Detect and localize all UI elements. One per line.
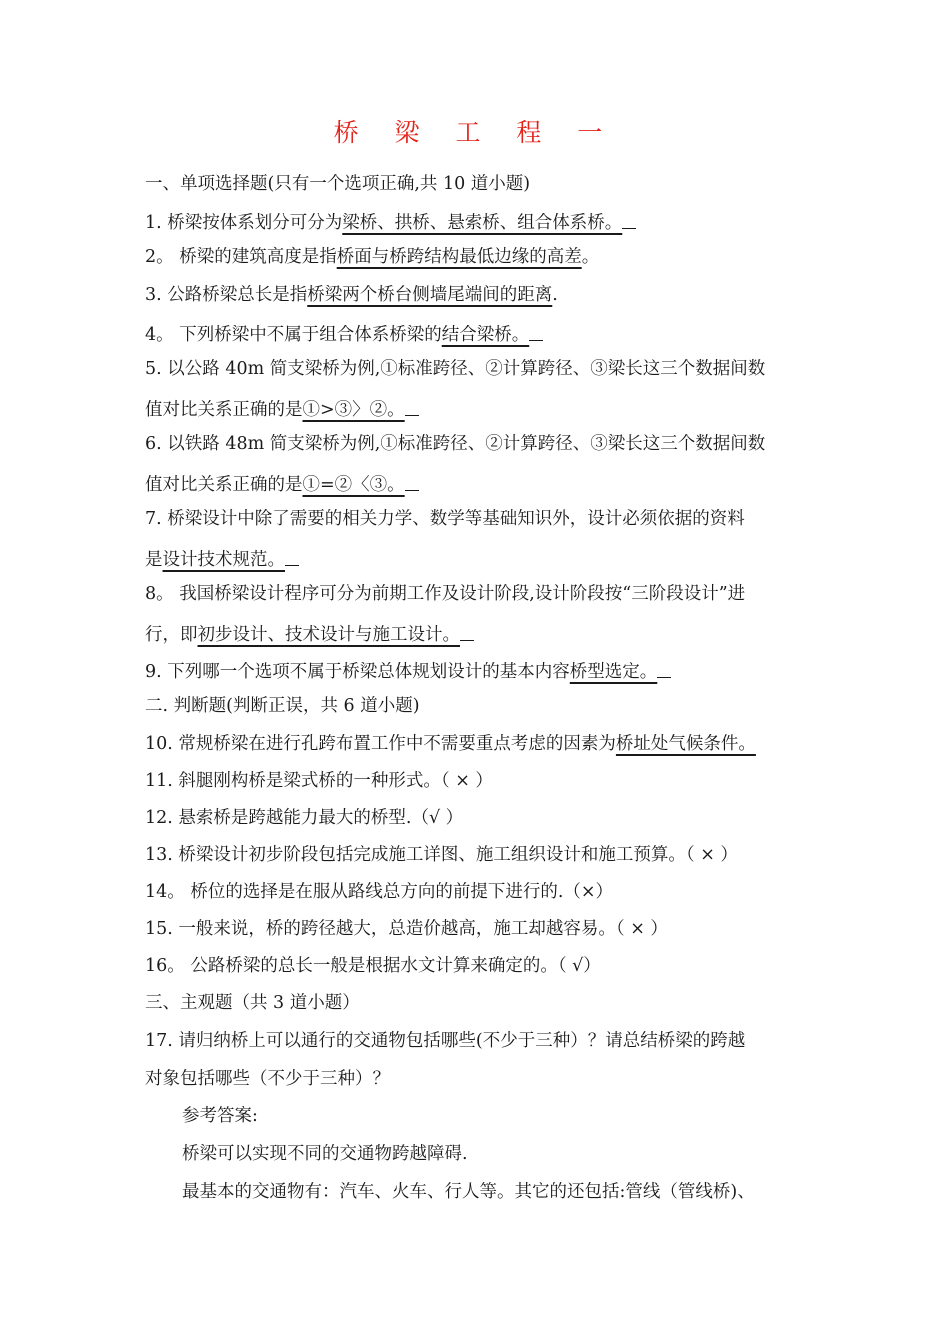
- question-11: 11. 斜腿刚构桥是梁式桥的一种形式。（ × ）: [145, 771, 493, 791]
- answer-text: ①=②〈③。: [302, 475, 405, 495]
- answer-text: 桥梁两个桥台侧墙尾端间的距离: [307, 285, 553, 305]
- question-10: [145, 730, 815, 758]
- question-9: [145, 655, 815, 686]
- question-text: 9. 下列哪一个选项不属于桥梁总体规划设计的基本内容: [145, 662, 570, 682]
- question-6-line-1: 6. 以铁路 48m 简支梁桥为例,①标准跨径、②计算跨径、③梁长这三个数据间数: [145, 434, 766, 454]
- question-text: 行，即: [145, 625, 198, 645]
- reference-answer-paragraph-1: 桥梁可以实现不同的交通物跨越障碍.: [182, 1144, 468, 1164]
- section-heading-choice: 一、单项选择题(只有一个选项正确,共 10 道小题): [145, 174, 531, 194]
- question-6-line-2: [145, 468, 815, 499]
- question-8-line-1: 8。 我国桥梁设计程序可分为前期工作及设计阶段,设计阶段按“三阶段设计”进: [145, 584, 746, 604]
- question-text: 4。 下列桥梁中不属于组合体系桥梁的: [145, 325, 442, 345]
- answer-text: 桥面与桥跨结构最低边缘的高差: [336, 247, 582, 267]
- answer-text: 结合梁桥。: [441, 325, 530, 345]
- question-text: 3. 公路桥梁总长是指: [145, 285, 308, 305]
- question-3: [145, 281, 815, 309]
- question-16: 16。 公路桥梁的总长一般是根据水文计算来确定的。（ √）: [145, 956, 601, 976]
- answer-text: 桥型选定。: [569, 662, 658, 682]
- question-text: 值对比关系正确的是: [145, 475, 303, 495]
- question-14: 14。 桥位的选择是在服从路线总方向的前提下进行的.（×）: [145, 882, 614, 902]
- question-4: [145, 318, 815, 349]
- answer-underline: [657, 655, 671, 678]
- answer-underline: [405, 468, 419, 491]
- answer-underline: [460, 618, 474, 641]
- reference-answer-label: 参考答案:: [182, 1106, 258, 1126]
- answer-text: ①>③〉②。: [302, 400, 405, 420]
- answer-text: 桥址处气候条件。: [615, 734, 756, 754]
- question-text: 是: [145, 550, 163, 570]
- question-5-line-1: 5. 以公路 40m 简支梁桥为例,①标准跨径、②计算跨径、③梁长这三个数据间数: [145, 359, 766, 379]
- question-17-line-2: 对象包括哪些（不少于三种）？: [145, 1069, 390, 1089]
- question-text: 10. 常规桥梁在进行孔跨布置工作中不需要重点考虑的因素为: [145, 734, 616, 754]
- question-7-line-1: 7. 桥梁设计中除了需要的相关力学、数学等基础知识外，设计必须依据的资料: [145, 509, 745, 529]
- question-tail: 。: [581, 247, 600, 267]
- answer-underline: [622, 206, 636, 229]
- section-heading-subjective: 三、主观题（共 3 道小题）: [145, 993, 360, 1013]
- question-text: 2。 桥梁的建筑高度是指: [145, 247, 337, 267]
- question-7-line-2: [145, 543, 815, 574]
- question-text: 1. 桥梁按体系划分可分为: [145, 213, 343, 233]
- question-text: 值对比关系正确的是: [145, 400, 303, 420]
- answer-underline: [405, 393, 419, 416]
- answer-underline: [529, 318, 543, 341]
- question-5-line-2: [145, 393, 815, 424]
- section-heading-judgement: 二. 判断题(判断正误，共 6 道小题): [145, 696, 420, 716]
- page-title: 桥 梁 工 程 一: [333, 118, 617, 147]
- reference-answer-paragraph-2: 最基本的交通物有：汽车、火车、行人等。其它的还包括:管线（管线桥)、: [182, 1182, 755, 1202]
- answer-underline: [285, 543, 299, 566]
- question-8-line-2: [145, 618, 815, 649]
- answer-text: 设计技术规范。: [162, 550, 285, 570]
- question-2: [145, 243, 815, 271]
- question-1: [145, 206, 815, 237]
- answer-text: 初步设计、技术设计与施工设计。: [197, 625, 460, 645]
- question-12: 12. 悬索桥是跨越能力最大的桥型.（√ ）: [145, 808, 464, 828]
- question-15: 15. 一般来说，桥的跨径越大，总造价越高，施工却越容易。（ × ）: [145, 919, 668, 939]
- question-13: 13. 桥梁设计初步阶段包括完成施工详图、施工组织设计和施工预算。（ × ）: [145, 845, 738, 865]
- answer-text: 梁桥、拱桥、悬索桥、组合体系桥。: [342, 213, 623, 233]
- question-17-line-1: 17. 请归纳桥上可以通行的交通物包括哪些(不少于三种）？请总结桥梁的跨越: [145, 1031, 746, 1051]
- question-tail: .: [552, 285, 558, 305]
